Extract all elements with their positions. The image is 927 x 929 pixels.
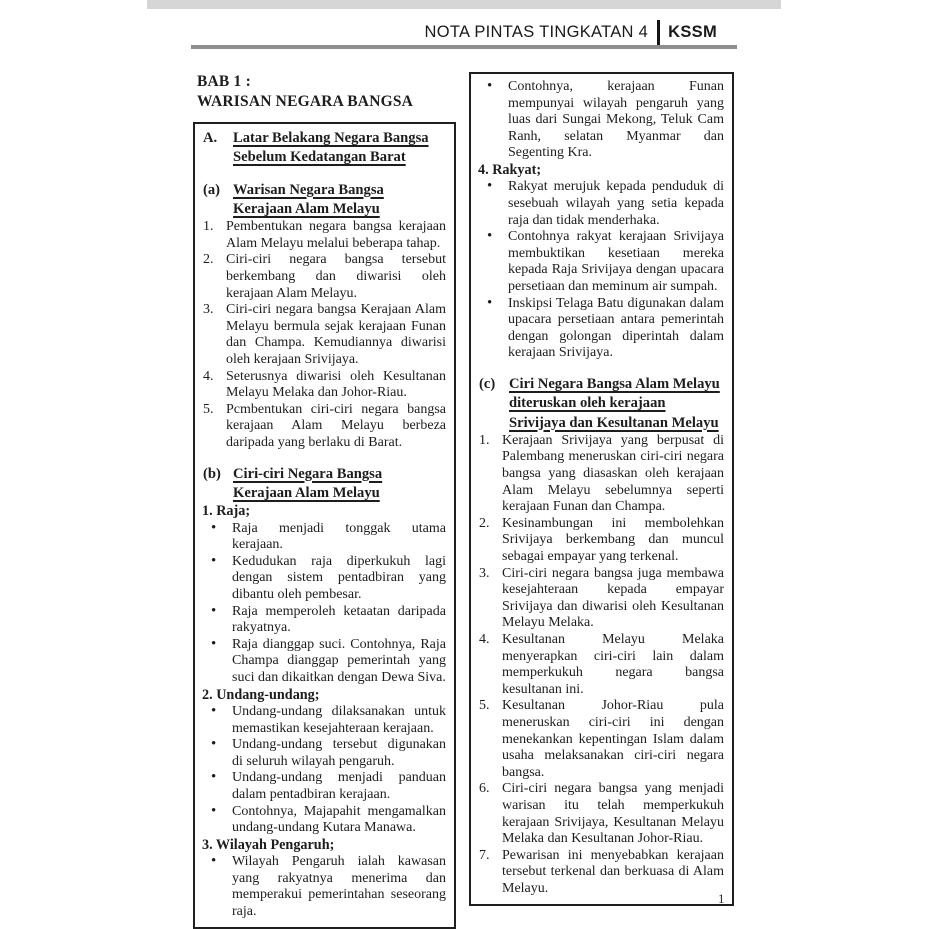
section-heading-line: Sebelum Kedatangan Barat <box>233 149 406 166</box>
bullet-text: Raja menjadi tonggak utama kerajaan. <box>232 520 446 553</box>
bullet-item <box>202 854 446 920</box>
section-label: (a) <box>203 181 221 198</box>
item-text: Kesultanan Johor-Riau pula meneruskan ciri-ciri ini dengan menekankan kepentingan Islam dalam usaha melaksanakan ciri-ciri negara bangsa. <box>502 698 724 780</box>
bullet-icon: • <box>211 552 217 569</box>
item-number: 5. <box>479 698 490 714</box>
bullet-text: Inskipsi Telaga Batu digunakan dalam upacara persetiaan antara pemerintah dengan golongan diperintah dalam kerajaan Srivijaya. <box>508 295 724 361</box>
section-heading-row <box>233 148 446 167</box>
numbered-item <box>478 848 724 898</box>
numbered-item <box>202 219 446 252</box>
bullet-item <box>478 229 724 295</box>
bullet-item <box>202 704 446 737</box>
bullet-icon: • <box>211 703 217 720</box>
section-heading <box>202 465 446 504</box>
list-label: 2. Undang-undang; <box>202 686 320 703</box>
item-text: Pcmbentukan ciri-ciri negara bangsa kerajaan Alam Melayu berbeza daripada yang berlaku di Barat. <box>226 401 446 450</box>
numbered-item <box>478 566 724 632</box>
section-heading-row <box>233 465 446 484</box>
section-heading-line: Latar Belakang Negara Bangsa <box>233 130 429 146</box>
chapter-name: WARISAN NEGARA BANGSA <box>197 93 414 110</box>
section-heading-line: Ciri Negara Bangsa Alam Melayu <box>509 376 720 392</box>
list-label: 1. Raja; <box>202 503 251 520</box>
item-number: 4. <box>203 368 214 384</box>
section-heading-row <box>509 414 724 433</box>
item-text: Pewarisan ini menyebabkan kerajaan tersebut terkenal dan berkuasa di Alam Melayu. <box>502 847 724 896</box>
item-text: Ciri-ciri negara bangsa yang menjadi warisan itu telah memperkukuh kerajaan Srivijaya, Kesultanan Melayu Melaka dan Kesultanan Johor-Riau. <box>502 781 724 847</box>
item-text: Ciri-ciri negara bangsa Kerajaan Alam Melayu bermula sejak kerajaan Funan dan Champa. Kemudiannya diwarisi oleh kerajaan Srivijaya. <box>226 302 446 367</box>
bullet-item <box>202 770 446 803</box>
section-heading-row <box>233 181 446 200</box>
numbered-item <box>202 369 446 402</box>
section-heading <box>478 375 724 433</box>
bullet-icon: • <box>211 736 217 753</box>
chapter-label: BAB 1 : <box>197 73 251 90</box>
section-heading-row <box>509 375 724 394</box>
item-number: 1. <box>203 219 214 235</box>
item-text: Kesultanan Melayu Melaka menyerapkan ciri-ciri lain dalam memperkukuh negara bangsa kesultanan ini. <box>502 632 724 697</box>
item-number: 4. <box>479 632 490 648</box>
spacer <box>202 452 446 465</box>
numbered-item <box>478 433 724 516</box>
page-header <box>425 20 717 45</box>
item-text: Ciri-ciri negara bangsa tersebut berkembang dan diwarisi oleh kerajaan Alam Melayu. <box>226 252 446 301</box>
bullet-text: Contohnya rakyat kerajaan Srivijaya membuktikan kesetiaan mereka kepada Raja Srivijaya dengan upacara persetiaan dan meminum air sumpah. <box>508 229 724 295</box>
bullet-text: Wilayah Pengaruh ialah kawasan yang rakyatnya menerima dan memperakui pemerintahan seseorang raja. <box>232 854 446 920</box>
header-rule <box>191 45 737 49</box>
section-label: (b) <box>203 465 221 482</box>
item-number: 2. <box>479 515 490 531</box>
bullet-icon: • <box>487 178 493 195</box>
bullet-text: Rakyat merujuk kepada penduduk di sesebuah wilayah yang setia kepada raja dan tidak menderhaka. <box>508 179 724 228</box>
numbered-item <box>202 402 446 452</box>
section-heading-row <box>509 394 724 413</box>
section-heading-row <box>233 129 446 148</box>
bullet-item <box>202 637 446 687</box>
scan-edge-strip <box>147 0 781 9</box>
bullet-icon: • <box>487 78 493 94</box>
section-heading-row <box>233 200 446 219</box>
header-divider <box>657 20 660 45</box>
numbered-item <box>202 252 446 302</box>
item-text: Seterusnya diwarisi oleh Kesultanan Melayu Melaka dan Johor-Riau. <box>226 368 446 401</box>
bullet-item <box>202 604 446 637</box>
bullet-text: Undang-undang tersebut digunakan di seluruh wilayah pengaruh. <box>232 737 446 769</box>
numbered-item <box>202 302 446 368</box>
section-heading <box>202 129 446 168</box>
section-heading-line: diteruskan oleh kerajaan <box>509 395 666 412</box>
bullet-text: Raja memperoleh ketaatan daripada rakyatnya. <box>232 603 446 636</box>
list-label: 4. Rakyat; <box>478 161 542 178</box>
bullet-item <box>478 79 724 162</box>
section-label: A. <box>203 130 218 146</box>
bullet-text: Raja dianggap suci. Contohnya, Raja Champa dianggap pemerintah yang suci dan dikaitkan dengan Dewa Siva. <box>232 636 446 685</box>
bullet-text: Contohnya, kerajaan Funan mempunyai wilayah pengaruh yang luas dari Sungai Mekong, Teluk Cam Ranh, selatan Myanmar dan Segenting Kra. <box>508 79 724 161</box>
section-heading <box>202 181 446 220</box>
item-number: 3. <box>203 302 214 318</box>
item-number: 2. <box>203 252 214 268</box>
bullet-item <box>202 554 446 604</box>
page-number: 1 <box>718 891 725 906</box>
bullet-text: Undang-undang dilaksanakan untuk memastikan kesejahteraan kerajaan. <box>232 704 446 736</box>
chapter-title <box>197 72 413 112</box>
bullet-item <box>478 296 724 362</box>
section-heading-line: Warisan Negara Bangsa <box>233 181 384 198</box>
item-text: Pembentukan negara bangsa kerajaan Alam Melayu melalui beberapa tahap. <box>226 219 446 251</box>
item-number: 3. <box>479 565 490 581</box>
section-heading-line: Kerajaan Alam Melayu <box>233 484 380 501</box>
item-text: Ciri-ciri negara bangsa juga membawa kesejahteraan kepada empayar Srivijaya dan diwarisi oleh Kesultanan Melayu Melaka. <box>502 565 724 631</box>
bullet-text: Undang-undang menjadi panduan dalam pentadbiran kerajaan. <box>232 770 446 802</box>
item-number: 7. <box>479 847 490 863</box>
bullet-text: Contohnya, Majapahit mengamalkan undang-undang Kutara Manawa. <box>232 803 446 836</box>
item-text: Kerajaan Srivijaya yang berpusat di Palembang meneruskan ciri-ciri negara bangsa yang diasaskan oleh kerajaan Alam Melayu sebelumnya seperti kerajaan Funan dan Champa. <box>502 432 724 515</box>
bullet-icon: • <box>211 635 217 652</box>
bullet-icon: • <box>211 519 217 536</box>
numbered-item <box>478 516 724 566</box>
bullet-text: Kedudukan raja diperkukuh lagi dengan sistem pentadbiran yang dibantu oleh pembesar. <box>232 553 446 602</box>
item-number: 6. <box>479 781 490 797</box>
bullet-icon: • <box>487 228 493 245</box>
header-title: NOTA PINTAS TINGKATAN 4 <box>424 23 649 41</box>
section-heading-line: Kerajaan Alam Melayu <box>233 200 380 217</box>
numbered-item <box>478 781 724 847</box>
bullet-icon: • <box>211 853 217 870</box>
bullet-item <box>202 521 446 554</box>
header-badge-kssm: KSSM <box>668 23 717 41</box>
bullet-icon: • <box>211 769 217 786</box>
spacer <box>478 362 724 375</box>
section-label: (c) <box>479 376 496 392</box>
right-column-box <box>469 72 734 906</box>
bullet-item <box>202 804 446 837</box>
spacer <box>202 168 446 181</box>
bullet-icon: • <box>211 802 217 819</box>
list-label: 3. Wilayah Pengaruh; <box>202 836 335 853</box>
left-column-box <box>193 122 456 929</box>
section-heading-row <box>233 484 446 503</box>
numbered-item <box>478 698 724 781</box>
item-number: 1. <box>479 432 490 448</box>
section-heading-line: Ciri-ciri Negara Bangsa <box>233 465 383 482</box>
item-text: Kesinambungan ini membolehkan Srivijaya berkembang dan muncul sebagai empayar yang terkenal. <box>502 515 724 565</box>
bullet-icon: • <box>211 602 217 619</box>
item-number: 5. <box>203 401 214 417</box>
numbered-item <box>478 632 724 698</box>
section-heading-line: Srivijaya dan Kesultanan Melayu <box>509 414 719 431</box>
bullet-item <box>202 737 446 770</box>
bullet-icon: • <box>487 294 493 311</box>
bullet-item <box>478 179 724 229</box>
